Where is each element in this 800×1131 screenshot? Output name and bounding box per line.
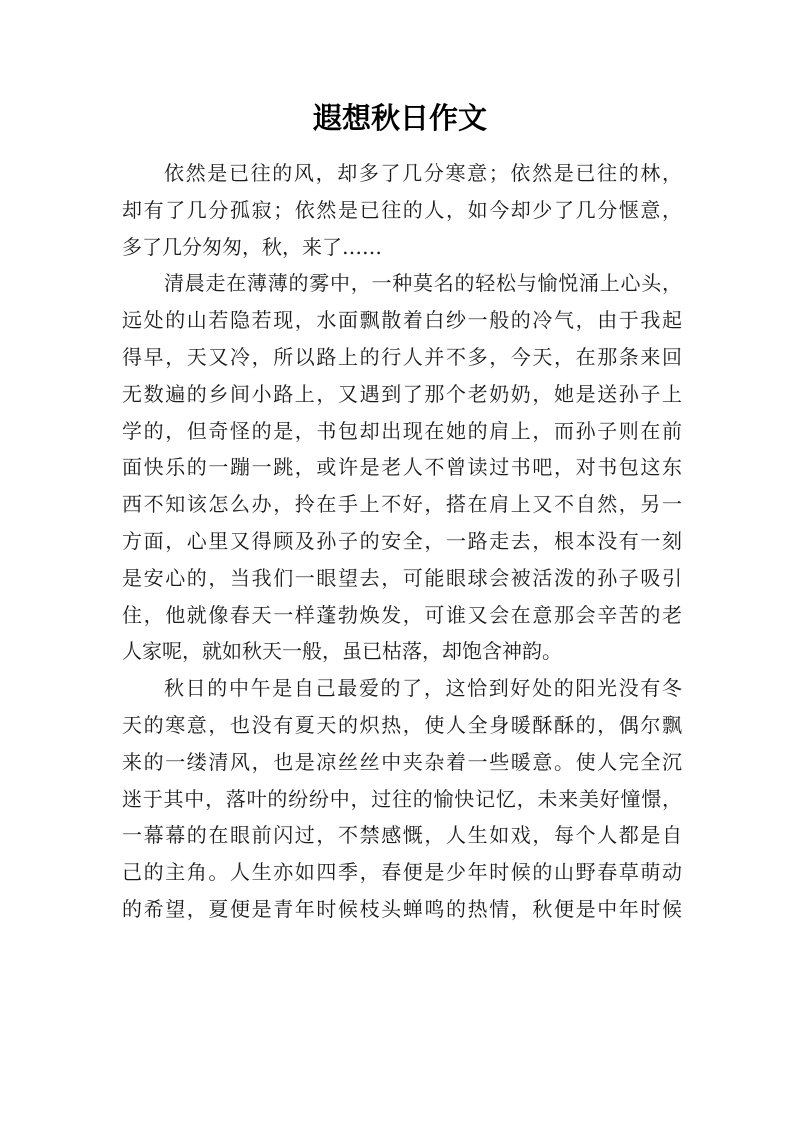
paragraph-3-line-4: 迷于其中，落叶的纷纷中，过往的愉快记忆，未来美好憧憬， xyxy=(122,786,682,811)
paragraph-2-line-9: 是安心的，当我们一眼望去，可能眼球会被活泼的孙子吸引 xyxy=(122,565,682,590)
paragraph-2-line-7: 西不知该怎么办，拎在手上不好，搭在肩上又不自然，另一 xyxy=(122,492,682,517)
paragraph-1-line-2: 却有了几分孤寂；依然是已往的人，如今却少了几分惬意， xyxy=(122,197,682,222)
paragraph-2-line-8: 方面，心里又得顾及孙子的安全，一路走去，根本没有一刻 xyxy=(122,528,682,553)
paragraph-2-line-6: 面快乐的一蹦一跳，或许是老人不曾读过书吧，对书包这东 xyxy=(122,455,682,480)
paragraph-2-line-11: 人家呢，就如秋天一般，虽已枯落，却饱含神韵。 xyxy=(122,639,562,664)
paragraph-2-line-10: 住，他就像春天一样蓬勃焕发，可谁又会在意那会辛苦的老 xyxy=(122,602,682,627)
paragraph-2-line-5: 学的，但奇怪的是，书包却出现在她的肩上，而孙子则在前 xyxy=(122,418,682,443)
paragraph-2-line-4: 无数遍的乡间小路上，又遇到了那个老奶奶，她是送孙子上 xyxy=(122,381,682,406)
essay-body xyxy=(122,155,682,928)
paragraph-1-line-1: 依然是已往的风，却多了几分寒意；依然是已往的林， xyxy=(164,161,682,185)
paragraph-3-line-7: 的希望，夏便是青年时候枝头蝉鸣的热情，秋便是中年时候 xyxy=(122,896,682,921)
paragraph-2-line-1: 清晨走在薄薄的雾中，一种莫名的轻松与愉悦涌上心头， xyxy=(164,271,682,296)
paragraph-2-line-2: 远处的山若隐若现，水面飘散着白纱一般的冷气，由于我起 xyxy=(122,308,682,333)
paragraph-3-line-3: 来的一缕清风，也是凉丝丝中夹杂着一些暖意。使人完全沉 xyxy=(122,749,682,774)
paragraph-3-line-6: 己的主角。人生亦如四季，春便是少年时候的山野春草萌动 xyxy=(122,860,682,885)
page-title: 遐想秋日作文 xyxy=(312,101,487,135)
paragraph-1-line-3: 多了几分匆匆，秋，来了…… xyxy=(122,234,382,259)
paragraph-3-line-1: 秋日的中午是自己最爱的了，这恰到好处的阳光没有冬 xyxy=(164,676,682,701)
paragraph-3-line-5: 一幕幕的在眼前闪过，不禁感慨，人生如戏，每个人都是自 xyxy=(122,823,682,848)
paragraph-2-line-3: 得早，天又冷，所以路上的行人并不多，今天，在那条来回 xyxy=(122,344,682,369)
paragraph-3-line-2: 天的寒意，也没有夏天的炽热，使人全身暖酥酥的，偶尔飘 xyxy=(122,712,682,737)
